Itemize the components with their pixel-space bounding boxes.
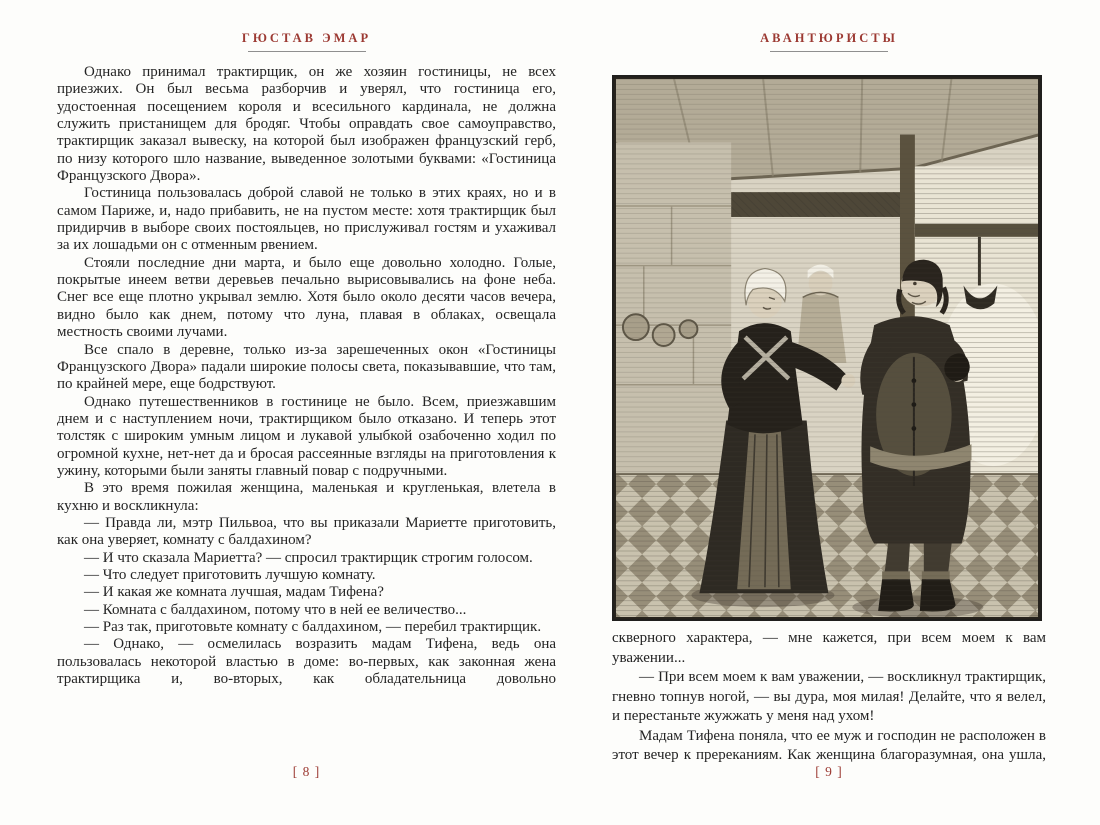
page-number-right: [ 9 ]: [815, 764, 843, 779]
running-header-title-text: АВАНТЮРИСТЫ: [760, 31, 898, 45]
right-page-text: [612, 629, 1046, 766]
engraving-texture: [614, 77, 1040, 619]
paragraph: — И что сказала Мариетта? — спросил трактирщик строгим голосом.: [84, 549, 533, 566]
running-header-author-text: ГЮСТАВ ЭМАР: [241, 31, 372, 45]
running-header-title: [612, 31, 1046, 52]
header-rule-left: [248, 51, 366, 52]
paragraph: — Однако, — осмелилась возразить мадам Тифена, ведь она пользовалась некоторой властью в доме: во-первых, как законная жена трактирщика и, во-вторых, как обладательница довольно: [57, 636, 556, 688]
paragraph: Все спало в деревне, только из-за зарешеченных окон «Гостиницы Французского Двора» падали широкие полосы света, показывавшие, что там, по крайней мере, еще бодрствуют.: [57, 341, 556, 393]
paragraph: Однако принимал трактирщик, он же хозяин гостиницы, не всех приезжих. Он был весьма разборчив и уверял, что гостиница его, удостоенная посещением короля и всесильного кардинала, не должна служить пристанищем для бродяг. Чтобы оправдать свое самоуправство, трактирщик заказал вывеску, на которой был изображен французский герб, по низу которого шло название, выведенное золотыми буквами: «Гостиница Французского Двора».: [57, 64, 556, 185]
kitchen-engraving-illustration: [614, 77, 1040, 619]
paragraph: Мадам Тифена поняла, что ее муж и господин не расположен в этот вечер к пререканиям. Как женщина благоразумная, она ушла,: [612, 727, 1046, 763]
illustration-frame: [612, 75, 1042, 621]
paragraph: — Правда ли, мэтр Пильвоа, что вы приказали Мариетте приготовить, как она уверяет, комнату с балдахином?: [57, 514, 556, 549]
paragraph: — При всем моем к вам уважении, — воскликнул трактирщик, гневно топнув ногой, — вы дура, моя милая! Делайте, что я велел, и перестаньте жужжать у меня над ухом!: [612, 669, 1046, 724]
paragraph: Однако путешественников в гостинице не было. Всем, приезжавшим днем и с наступлением ночи, трактирщиком было отказано. И теперь этот толстяк с широким умным лицом и лукавой улыбкой озабоченно ходил по огромной кухне, нет-нет да и бросая рассеянные взгляды на приготовления к ужину, которыми были заняты главный повар с подручными.: [57, 393, 556, 479]
paragraph: — Что следует приготовить лучшую комнату.: [84, 566, 376, 583]
page-number-left: [ 8 ]: [292, 764, 321, 779]
paragraph: Гостиница пользовалась доброй славой не только в этих краях, но и в самом Париже, и, надо прибавить, не на пустом месте: хотя трактирщик был придирчив в выборе своих постояльцев, но прислуживал гостям и ухаживал за их лошадьми он с отменным рвением.: [57, 185, 556, 254]
paragraph: скверного характера, — мне кажется, при всем моем к вам уважении...: [612, 630, 1046, 666]
paragraph: — Комната с балдахином, потому что в ней ее величество...: [84, 601, 467, 618]
header-rule-right: [770, 51, 888, 52]
paragraph: В это время пожилая женщина, маленькая и кругленькая, влетела в кухню и воскликнула:: [57, 480, 556, 514]
paragraph: Стояли последние дни марта, и было еще довольно холодно. Голые, покрытые инеем ветви деревьев печально вырисовывались на фоне неба. Снег все еще плотно укрывал землю. Хотя было около десяти часов вечера, видно было как днем, потому что луна, плавая в облаках, освещала местность своими лучами.: [57, 254, 556, 341]
paragraph: — И какая же комната лучшая, мадам Тифена?: [84, 584, 384, 601]
left-page-text: [57, 64, 556, 688]
paragraph: — Раз так, приготовьте комнату с балдахином, — перебил трактирщик.: [84, 619, 542, 635]
running-header-author: [57, 31, 556, 52]
